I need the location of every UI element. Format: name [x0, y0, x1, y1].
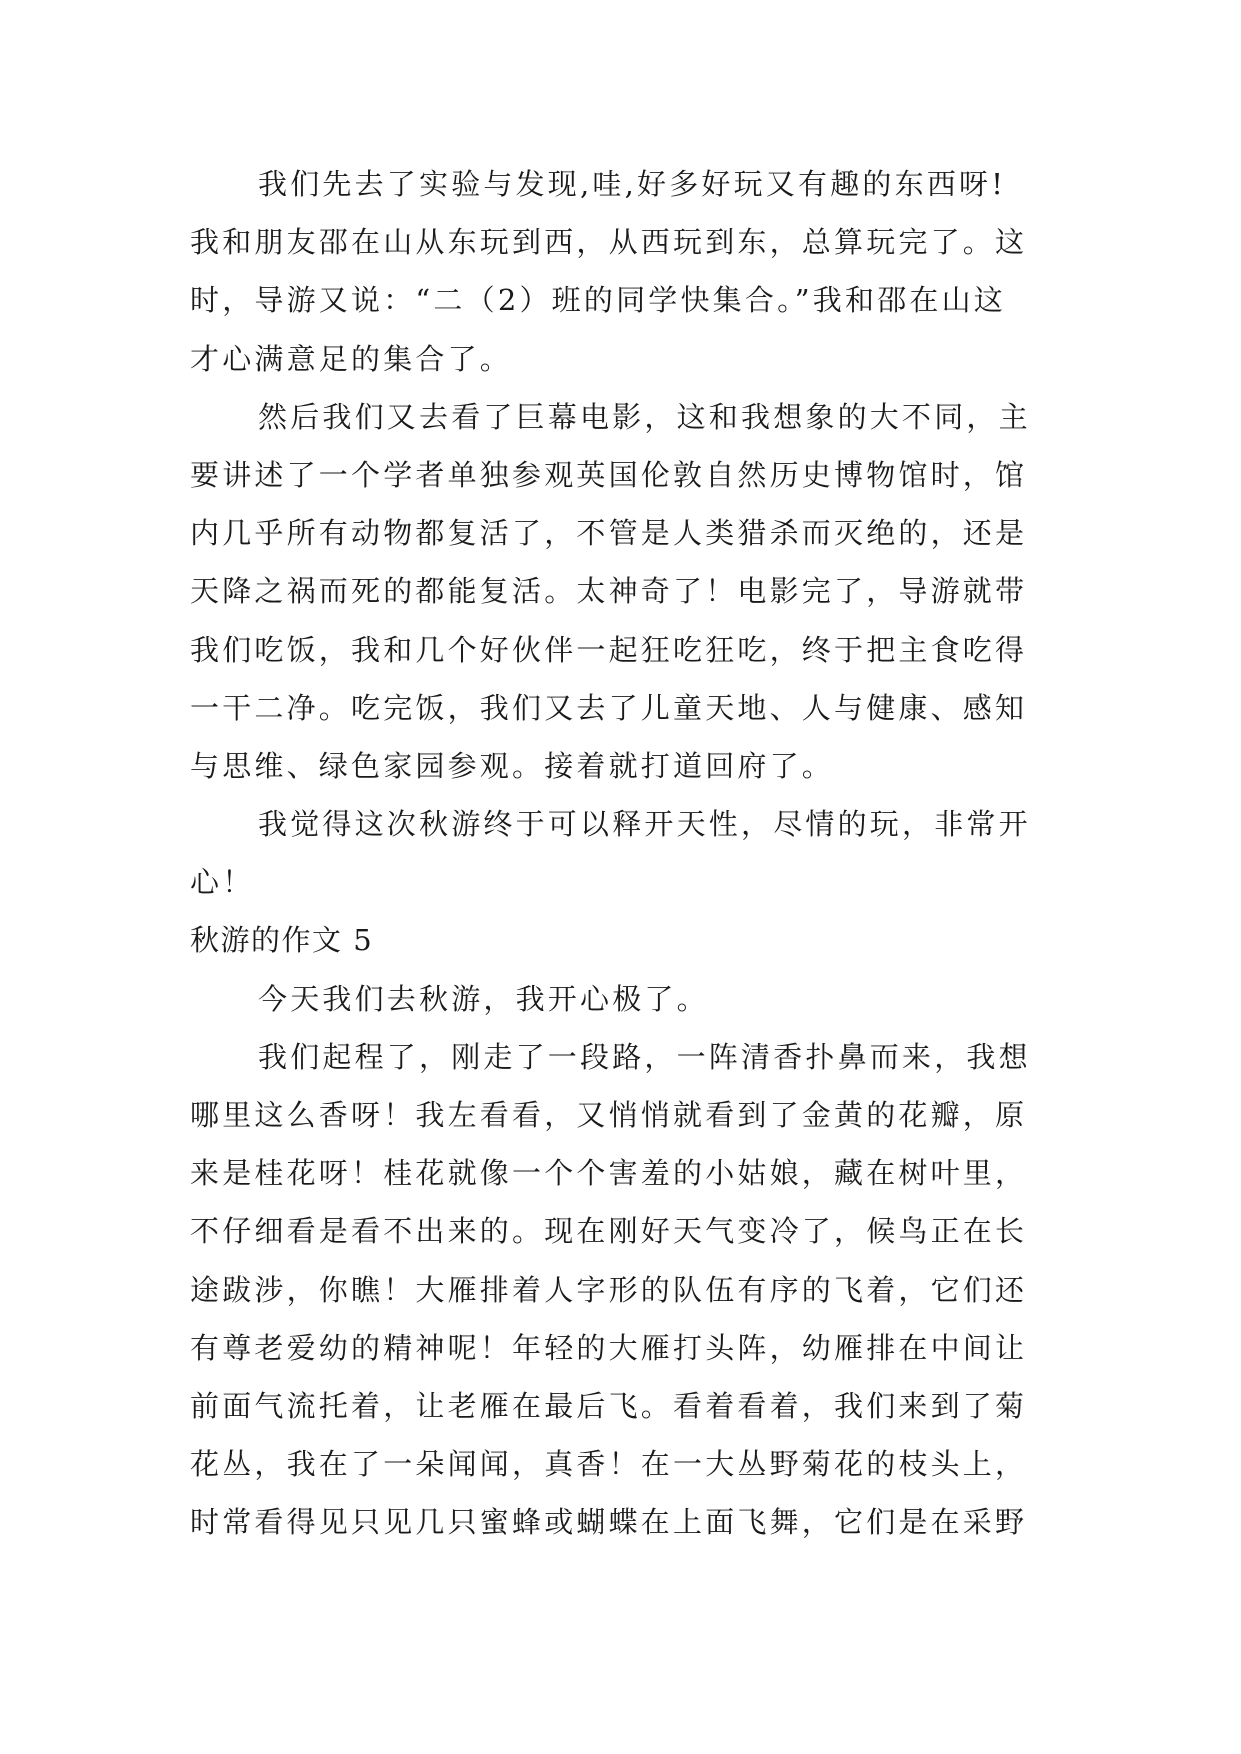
text-line: 今天我们去秋游，我开心极了。	[258, 981, 709, 1016]
text-line: 我们先去了实验与发现,哇,好多好玩又有趣的东西呀!	[258, 167, 1007, 201]
section-heading: 秋游的作文 5	[190, 923, 374, 958]
text-line: 与思维、绿色家园参观。接着就打道回府了。	[190, 748, 835, 783]
text-line: 内几乎所有动物都复活了，不管是人类猎杀而灭绝的，还是	[190, 516, 1028, 551]
text-line: 不仔细看是看不出来的。现在刚好天气变冷了，候鸟正在长	[190, 1214, 1028, 1249]
text-line: 才心满意足的集合了。	[190, 341, 513, 376]
text-line: 一干二净。吃完饭，我们又去了儿童天地、人与健康、感知	[190, 690, 1028, 725]
text-line: 时，导游又说：“二（2）班的同学快集合。”我和邵在山这	[190, 283, 1007, 318]
text-line: 心！	[190, 865, 255, 900]
text-line: 前面气流托着，让老雁在最后飞。看着看着，我们来到了菊	[190, 1388, 1028, 1423]
text-line: 我觉得这次秋游终于可以释开天性，尽情的玩，非常开	[258, 807, 1031, 842]
text-line: 我们起程了，刚走了一段路，一阵清香扑鼻而来，我想	[258, 1039, 1031, 1074]
document-body	[190, 155, 1050, 1552]
text-line: 哪里这么香呀！我左看看，又悄悄就看到了金黄的花瓣，原	[190, 1098, 1028, 1132]
text-line: 我们吃饭，我和几个好伙伴一起狂吃狂吃，终于把主食吃得	[190, 632, 1028, 667]
text-line: 途跋涉，你瞧！大雁排着人字形的队伍有序的飞着，它们还	[190, 1272, 1028, 1307]
text-line: 要讲述了一个学者单独参观英国伦敦自然历史博物馆时，馆	[190, 457, 1028, 492]
text-line: 时常看得见只见几只蜜蜂或蝴蝶在上面飞舞，它们是在采野	[190, 1505, 1028, 1540]
text-line: 来是桂花呀！桂花就像一个个害羞的小姑娘，藏在树叶里，	[190, 1156, 1028, 1191]
text-line: 我和朋友邵在山从东玩到西，从西玩到东，总算玩完了。这	[190, 225, 1028, 260]
text-line: 然后我们又去看了巨幕电影，这和我想象的大不同，主	[258, 399, 1031, 434]
text-line: 花丛，我在了一朵闻闻，真香！在一大丛野菊花的枝头上，	[190, 1447, 1028, 1482]
text-line: 天降之祸而死的都能复活。太神奇了！电影完了，导游就带	[190, 574, 1028, 609]
text-line: 有尊老爱幼的精神呢！年轻的大雁打头阵，幼雁排在中间让	[190, 1330, 1028, 1365]
